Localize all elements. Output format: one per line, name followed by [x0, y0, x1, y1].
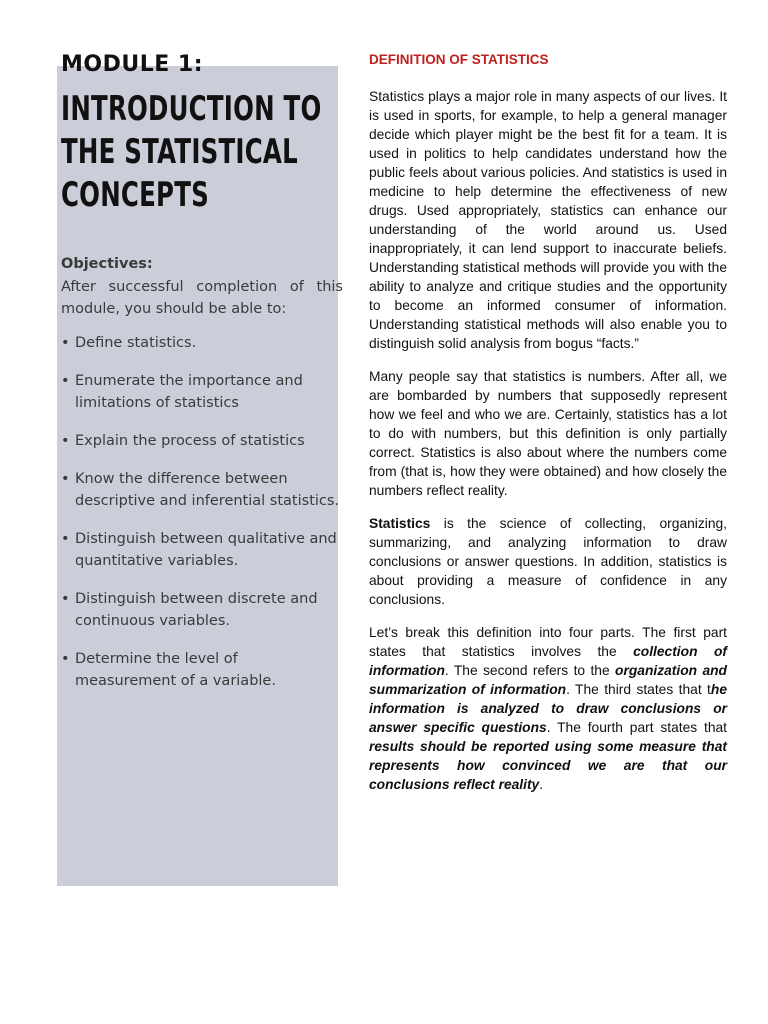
section-heading: DEFINITION OF STATISTICS	[369, 52, 549, 67]
paragraph-3	[369, 514, 727, 609]
emphasis-reporting: results should be reported using some measure that represents how convinced we are that our conclusions reflect reality	[369, 739, 727, 792]
emphasis-collection: collection of information	[369, 644, 727, 678]
objectives-list	[61, 332, 343, 692]
paragraph-1: Statistics plays a major role in many aspects of our lives. It is used in sports, for example, to help a general manager decide which player might be the best fit for a team. It is used in politics to help candidates understand how the public feels about various policies. And statistics is used in medicine to help determine the effectiveness of new drugs. Used appropriately, statistics can enhance our understanding of the world around us. Used inappropriately, it can lend support to inaccurate beliefs. Understanding statistical methods will provide you with the ability to analyze and critique studies and the opportunity to become an informed consumer of information. Understanding statistical methods will also enable you to distinguish solid analysis from bogus “facts.”	[369, 89, 727, 351]
paragraph-4	[369, 623, 727, 794]
paragraph-3-text: is the science of collecting, organizing, summarizing, and analyzing information to draw conclusions or answer questions. In addition, statistics is about providing a measure of confidence in any conclusions.	[369, 516, 727, 607]
paragraph-4-text: . The second refers to the	[444, 663, 616, 678]
module-label: MODULE 1:	[61, 52, 204, 77]
objective-item: • Explain the process of statistics	[61, 430, 343, 452]
paragraph-4-text: . The third states that t	[566, 682, 711, 697]
paragraph-4-text: Let’s break this definition into four parts. The first part states that statistics involves the	[369, 625, 727, 659]
objective-item: • Define statistics.	[61, 332, 343, 354]
objectives-section	[61, 256, 343, 708]
paragraph-4-text: . The fourth part states that	[546, 720, 727, 735]
emphasis-analysis: he information is analyzed to draw conclusions or answer specific questions	[369, 682, 727, 735]
objectives-intro: After successful completion of this module, you should be able to:	[61, 279, 343, 317]
statistics-term: Statistics	[369, 516, 431, 531]
objective-item: • Enumerate the importance and limitations of statistics	[61, 370, 343, 414]
paragraph-4-text: .	[539, 777, 544, 792]
main-content	[369, 52, 727, 808]
module-title: INTRODUCTION TO THE STATISTICAL CONCEPTS	[61, 89, 322, 215]
emphasis-organization: organization and summarization of information	[369, 663, 727, 697]
objective-item: • Distinguish between discrete and continuous variables.	[61, 588, 343, 632]
objective-item: • Know the difference between descriptive and inferential statistics.	[61, 468, 343, 512]
objective-item: • Determine the level of measurement of a variable.	[61, 648, 343, 692]
objectives-heading: Objectives:	[61, 256, 153, 272]
objective-item: • Distinguish between qualitative and quantitative variables.	[61, 528, 343, 572]
paragraph-2: Many people say that statistics is numbers. After all, we are bombarded by numbers that supposedly represent how we feel and who we are. Certainly, statistics has a lot to do with numbers, but this definition is only partially correct. Statistics is also about where the numbers come from (that is, how they were obtained) and how closely the numbers reflect reality.	[369, 369, 727, 498]
